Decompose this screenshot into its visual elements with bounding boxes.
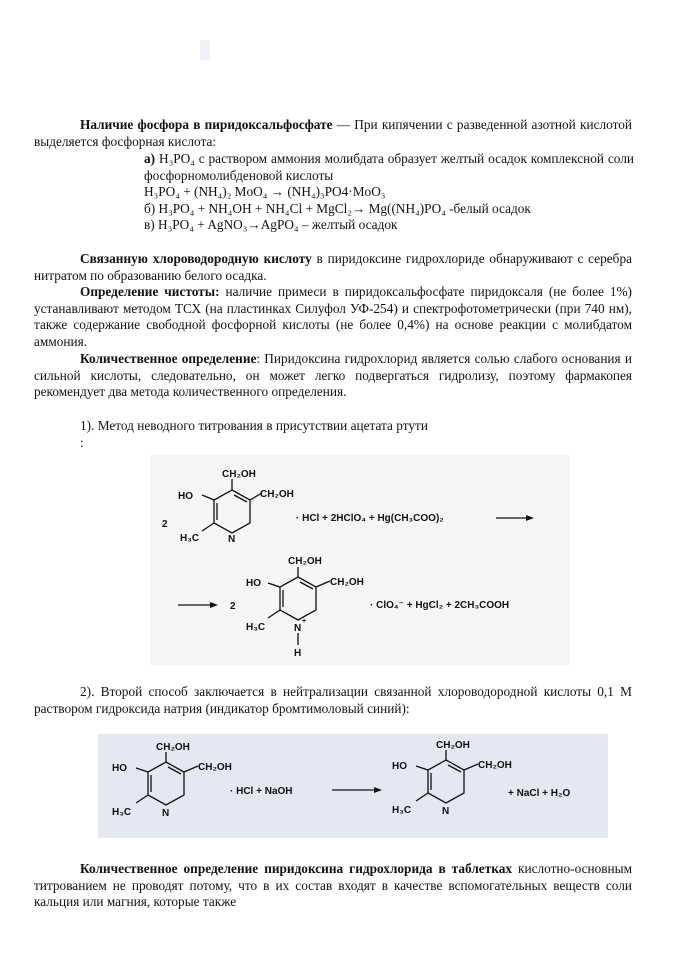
n-label: N bbox=[442, 806, 450, 817]
plus-charge: + bbox=[302, 618, 307, 625]
paragraph-method2 bbox=[34, 684, 632, 717]
paragraph-hcl-text: в пиридоксине гидрохлориде обнаруживают с серебра нитратом по образованию белого осадка. bbox=[34, 251, 632, 283]
reaction-a-equation: H₃PO₄ + (NH₄)₂ MoO₄ → (NH₄)₃PO4·MoO₃ bbox=[144, 184, 386, 200]
h3c-label: H₃C bbox=[180, 533, 200, 544]
heading-phosphorus: Наличие фосфора в пиридоксальфосфате bbox=[80, 117, 333, 132]
reaction-a-text: H₃PO₄ с раствором аммония молибдата образует желтый осадок комплексной соли фосфорномолибденовой кислоты bbox=[144, 151, 634, 183]
ho-label: HO bbox=[246, 578, 261, 589]
h3c-label: H₃C bbox=[246, 622, 266, 633]
reaction-scheme-nonaqueous bbox=[150, 455, 570, 665]
scheme-1-background bbox=[150, 455, 570, 665]
ho-label: HO bbox=[112, 763, 127, 774]
heading-quantitative: Количественное определение bbox=[80, 351, 257, 366]
reagents-label: · HCl + NaOH bbox=[230, 786, 293, 797]
paragraph-phosphorus-text: — При кипячении с разведенной азотной кислотой выделяется фосфорная кислота: bbox=[34, 117, 632, 149]
scheme-1-svg bbox=[150, 455, 570, 665]
scan-smudge bbox=[200, 40, 210, 60]
method2-text: 2). Второй способ заключается в нейтрализации связанной хлороводородной кислоты 0,1 М раствором гидроксида натрия (индикатор бромтимоловый синий): bbox=[34, 684, 632, 716]
products-label: + NaCl + H₂O bbox=[508, 788, 571, 799]
ch2oh-label: CH₂OH bbox=[478, 760, 512, 771]
ch2oh-label: CH₂OH bbox=[156, 742, 190, 753]
reaction-b: б) H₃PO₄ + NH₄OH + NH₄Cl + MgCl₂→ Mg((NH₄)PO₄ -белый осадок bbox=[144, 200, 531, 216]
method1-colon: : bbox=[80, 434, 84, 450]
ch2oh-label: CH₂OH bbox=[436, 740, 470, 751]
paragraph-method1 bbox=[34, 418, 632, 451]
ch2oh-label: CH₂OH bbox=[330, 577, 364, 588]
paragraph-purity-text: наличие примеси в пиридоксальфосфате пиридоксаля (не более 1%) устанавливают методом ТСХ (на пластинках Силуфол УФ-254) и спектрофотометрически (при 740 нм), также содержание свободной фосфорной кислоты (не более 0,4%) на основе реакции с молибдатом аммония. bbox=[34, 284, 632, 349]
reaction-a-label: а) bbox=[144, 151, 156, 166]
paragraph-phosphorus bbox=[34, 117, 632, 150]
coefficient-2: 2 bbox=[162, 519, 168, 530]
ch2oh-label: CH₂OH bbox=[260, 489, 294, 500]
paragraph-tablets bbox=[34, 861, 632, 911]
reaction-a bbox=[144, 151, 634, 184]
paragraph-hcl bbox=[34, 251, 632, 284]
h3c-label: H₃C bbox=[392, 805, 412, 816]
paragraph-tablets-text: кислотно-основным титрованием не проводят потому, что в их состав входят в качестве вспомогательных веществ соли кальция или магния, которые также bbox=[34, 861, 632, 910]
reaction-scheme-neutralization bbox=[98, 734, 608, 838]
h3c-label: H₃C bbox=[112, 807, 132, 818]
h-label: H bbox=[294, 648, 302, 659]
heading-purity: Определение чистоты: bbox=[80, 284, 220, 299]
n-plus-label: N bbox=[294, 623, 302, 634]
heading-hcl: Связанную хлороводородную кислоту bbox=[80, 251, 312, 266]
ch2oh-label: CH₂OH bbox=[198, 762, 232, 773]
n-label: N bbox=[162, 808, 170, 819]
reagents-label: · HCl + 2HClO₄ + Hg(CH₃COO)₂ bbox=[296, 513, 444, 524]
coefficient-2: 2 bbox=[230, 601, 236, 612]
paragraph-purity bbox=[34, 284, 632, 350]
method1-title: 1). Метод неводного титрования в присутствии ацетата ртути bbox=[80, 418, 428, 433]
heading-tablets: Количественное определение пиридоксина гидрохлорида в таблетках bbox=[80, 861, 512, 876]
reactions-list bbox=[144, 151, 634, 234]
reaction-c: в) H₃PO₄ + AgNO₃→AgPO₄ – желтый осадок bbox=[144, 217, 398, 233]
ch2oh-label: CH₂OH bbox=[222, 469, 256, 480]
ch2oh-label: CH₂OH bbox=[288, 556, 322, 567]
paragraph-quantitative-text: : Пиридоксина гидрохлорид является солью слабого основания и сильной кислоты, следовательно, он может легко подвергаться гидролизу, поэтому фармакопея рекомендует два метода количественного определения. bbox=[34, 351, 632, 400]
n-label: N bbox=[228, 534, 236, 545]
ho-label: HO bbox=[392, 761, 407, 772]
ho-label: HO bbox=[178, 491, 193, 502]
products-label: · ClO₄⁻ + HgCl₂ + 2CH₃COOH bbox=[370, 600, 510, 611]
scheme-2-svg bbox=[98, 734, 608, 838]
paragraph-quantitative bbox=[34, 351, 632, 401]
